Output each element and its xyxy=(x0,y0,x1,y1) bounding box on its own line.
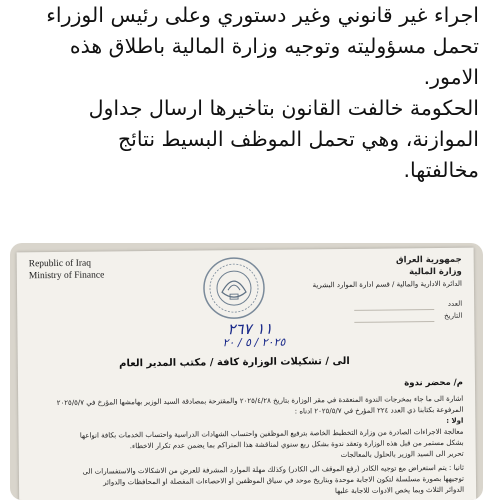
post-line: اجراء غير قانوني وغير دستوري وعلى رئيس الوزراء xyxy=(46,3,479,27)
letterhead-en-line: Republic of Iraq xyxy=(28,258,92,270)
document-subject: م/ محضر ندوة xyxy=(404,377,464,389)
ministry-seal-icon xyxy=(202,256,267,321)
letterhead-english xyxy=(29,257,105,282)
letterhead-department: الدائرة الادارية والمالية / قسم ادارة الموارد البشرية xyxy=(312,279,462,290)
addressee: الى / تشكيلات الوزارة كافة / مكتب المدير العام xyxy=(119,355,350,370)
body-line: ثانيا : يتم استعراض مع توجيه الكادر (رفع الموقف الى الكادر) وكذلك مهلة الموارد المشرفة للعرض من الاشكالات والاستفسارات الى xyxy=(82,463,464,476)
post-line: مخالفتها. xyxy=(403,158,479,182)
handwritten-number: ١١ ٢٦٧ xyxy=(227,319,273,339)
letterhead-arabic xyxy=(312,254,462,292)
letterhead-ar-line: جمهورية العراق xyxy=(395,254,462,266)
date-field-label: التاريخ xyxy=(444,311,463,320)
date-field-line xyxy=(354,321,434,323)
post-line: تحمل مسؤوليته وتوجيه وزارة المالية باطلاق هذه xyxy=(69,34,479,58)
body-line: بشكل مستمر من قبل هذه الوزارة وتعقد ندوة بشكل ربع سنوي لمناقشة هذا المتراكم بما يضمن عدم تكرار الاخطاء. xyxy=(129,438,464,451)
handwritten-date: ٢٠٢٥ / ٥ / ٢٠ xyxy=(222,335,286,350)
post-line: الموازنة، وهي تحمل الموظف البسيط نتائج xyxy=(117,127,479,151)
document-page xyxy=(17,248,477,500)
body-line: الدوائر الثلاث وبما يخص الادوات للاجابة عليها xyxy=(334,485,465,496)
body-line: المرفوعة بكتابنا ذي العدد ٢٢٤ المؤرخ في ٢٠٢٥/٥/٧ ادناه : xyxy=(294,405,464,416)
post-text xyxy=(9,0,479,186)
body-line: تحرير الى السيد الوزير بالحلول بالمعالجات xyxy=(340,449,464,460)
number-field-line xyxy=(354,309,434,311)
body-line: معالجة الاجراءات الصادرة من وزارة التخطيط الخاصة بترفيع الموظفين واحتساب الشهادات الدراسية واحتساب الخدمات بكافة انواعها xyxy=(79,427,464,440)
body-line: اشارة الى ما جاء بمخرجات الندوة المنعقدة في مقر الوزارة بتاريخ ٢٠٢٥/٤/٢٨ والمقترحة بمصادقة السيد الوزير بهامشها المؤرخ في ٢٠٢٥/٥/٧ xyxy=(56,394,464,407)
number-field-label: العدد xyxy=(447,299,463,308)
post-line: الحكومة خالفت القانون بتاخيرها ارسال جداول xyxy=(88,96,479,120)
body-line: اولا : xyxy=(446,416,464,425)
body-line: توجيهها بصورة مسلسلة لتكون الاجابة موحدة وبتاريخ موحد في سياق الموظفين او الاحصاءات المفصلة او المحافظات والدوائر xyxy=(103,474,465,487)
attached-photo[interactable] xyxy=(10,243,483,500)
letterhead-en-line: Ministry of Finance xyxy=(28,270,105,282)
post-text-area xyxy=(0,0,493,235)
post-line: الامور. xyxy=(423,65,479,89)
letterhead-ar-line: وزارة المالية xyxy=(408,266,462,278)
